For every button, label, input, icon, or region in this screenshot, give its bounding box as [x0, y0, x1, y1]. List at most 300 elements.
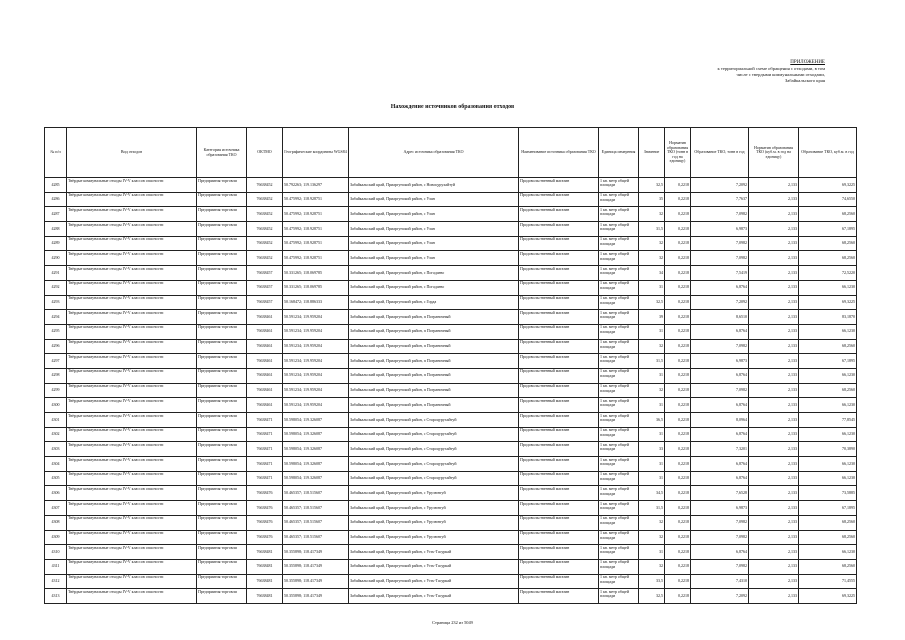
cell-waste-type: Твёрдые коммунальные отходы IV-V классов опасности: [67, 530, 197, 545]
cell-source-name: Продовольственный магазин: [519, 192, 599, 207]
cell-volume-m3: 66,1230: [799, 280, 857, 295]
cell-address: Забайкальский край, Приаргунский район, с Староцурухайтуй: [349, 413, 519, 428]
table-row: [45, 486, 857, 501]
cell-num: 4295: [45, 324, 67, 339]
header-address: Адрес источника образования ТКО: [349, 128, 519, 178]
cell-volume-t: 7,0982: [691, 383, 749, 398]
table-row: [45, 457, 857, 472]
cell-category: Предприятия торговли: [197, 222, 247, 237]
cell-source-name: Продовольственный магазин: [519, 280, 599, 295]
cell-value: 31: [639, 457, 665, 472]
cell-oktmo: 76638481: [247, 589, 283, 604]
cell-source-name: Продовольственный магазин: [519, 457, 599, 472]
cell-source-name: Продовольственный магазин: [519, 383, 599, 398]
cell-volume-m3: 66,1230: [799, 324, 857, 339]
table-row: [45, 471, 857, 486]
header-norm: Норматив образования ТКО (тонн в год на единицу): [665, 128, 691, 178]
cell-waste-type: Твёрдые коммунальные отходы IV-V классов опасности: [67, 236, 197, 251]
table-row: [45, 236, 857, 251]
table-row: [45, 222, 857, 237]
cell-value: 32: [639, 236, 665, 251]
cell-volume-m3: 68,2560: [799, 339, 857, 354]
cell-unit: 1 кв. метр общей площади: [599, 368, 639, 383]
table-row: [45, 398, 857, 413]
cell-category: Предприятия торговли: [197, 192, 247, 207]
cell-volume-m3: 67,1895: [799, 222, 857, 237]
cell-oktmo: 76638457: [247, 266, 283, 281]
cell-volume-t: 7,2092: [691, 178, 749, 193]
cell-oktmo: 76638461: [247, 368, 283, 383]
cell-oktmo: 76638461: [247, 339, 283, 354]
cell-norm: 0,2218: [665, 192, 691, 207]
table-row: [45, 515, 857, 530]
cell-oktmo: 76638476: [247, 501, 283, 516]
cell-waste-type: Твёрдые коммунальные отходы IV-V классов опасности: [67, 339, 197, 354]
cell-coords: 50.591234; 119.959204: [283, 398, 349, 413]
cell-address: Забайкальский край, Приаргунский район, с Улан: [349, 251, 519, 266]
cell-waste-type: Твёрдые коммунальные отходы IV-V классов опасности: [67, 222, 197, 237]
cell-num: 4297: [45, 354, 67, 369]
cell-norm-m3: 2,133: [749, 589, 799, 604]
cell-source-name: Продовольственный магазин: [519, 266, 599, 281]
cell-norm-m3: 2,133: [749, 310, 799, 325]
table-row: [45, 501, 857, 516]
cell-coords: 50.598054; 119.326087: [283, 427, 349, 442]
cell-norm: 0,2218: [665, 383, 691, 398]
cell-waste-type: Твёрдые коммунальные отходы IV-V классов опасности: [67, 192, 197, 207]
cell-coords: 50.598054; 119.326087: [283, 471, 349, 486]
cell-oktmo: 76638476: [247, 515, 283, 530]
table-row: [45, 339, 857, 354]
cell-oktmo: 76638471: [247, 442, 283, 457]
cell-value: 35: [639, 192, 665, 207]
cell-coords: 50.598054; 119.326087: [283, 442, 349, 457]
cell-norm-m3: 2,133: [749, 222, 799, 237]
cell-num: 4292: [45, 280, 67, 295]
cell-value: 32: [639, 207, 665, 222]
cell-category: Предприятия торговли: [197, 295, 247, 310]
cell-norm: 0,2218: [665, 442, 691, 457]
cell-oktmo: 76638476: [247, 486, 283, 501]
cell-num: 4298: [45, 368, 67, 383]
cell-address: Забайкальский край, Приаргунский район, п Пограничный: [349, 354, 519, 369]
cell-value: 31: [639, 280, 665, 295]
cell-volume-m3: 73,5885: [799, 486, 857, 501]
table-row: [45, 310, 857, 325]
cell-source-name: Продовольственный магазин: [519, 339, 599, 354]
cell-coords: 50.465357; 118.515607: [283, 486, 349, 501]
cell-num: 4291: [45, 266, 67, 281]
cell-volume-t: 6,8764: [691, 324, 749, 339]
cell-volume-m3: 68,2560: [799, 207, 857, 222]
cell-source-name: Продовольственный магазин: [519, 368, 599, 383]
cell-num: 4285: [45, 178, 67, 193]
cell-address: Забайкальский край, Приаргунский район, с Усть-Тасуркай: [349, 574, 519, 589]
cell-norm-m3: 2,133: [749, 207, 799, 222]
cell-num: 4312: [45, 574, 67, 589]
cell-category: Предприятия торговли: [197, 559, 247, 574]
cell-waste-type: Твёрдые коммунальные отходы IV-V классов опасности: [67, 589, 197, 604]
cell-unit: 1 кв. метр общей площади: [599, 545, 639, 560]
cell-waste-type: Твёрдые коммунальные отходы IV-V классов опасности: [67, 427, 197, 442]
cell-address: Забайкальский край, Приаргунский район, с Урулюнгуй: [349, 486, 519, 501]
cell-volume-m3: 77,8545: [799, 413, 857, 428]
cell-category: Предприятия торговли: [197, 280, 247, 295]
cell-waste-type: Твёрдые коммунальные отходы IV-V классов опасности: [67, 280, 197, 295]
cell-unit: 1 кв. метр общей площади: [599, 339, 639, 354]
cell-volume-t: 6,9873: [691, 501, 749, 516]
cell-volume-t: 6,8764: [691, 368, 749, 383]
cell-norm-m3: 2,133: [749, 457, 799, 472]
cell-address: Забайкальский край, Приаргунский район, с Новоцурухайтуй: [349, 178, 519, 193]
cell-oktmo: 76638452: [247, 192, 283, 207]
cell-value: 32: [639, 530, 665, 545]
cell-waste-type: Твёрдые коммунальные отходы IV-V классов опасности: [67, 574, 197, 589]
cell-unit: 1 кв. метр общей площади: [599, 310, 639, 325]
cell-unit: 1 кв. метр общей площади: [599, 192, 639, 207]
table-row: [45, 383, 857, 398]
cell-norm: 0,2218: [665, 457, 691, 472]
cell-norm-m3: 2,133: [749, 266, 799, 281]
cell-source-name: Продовольственный магазин: [519, 427, 599, 442]
cell-norm-m3: 2,133: [749, 368, 799, 383]
cell-address: Забайкальский край, Приаргунский район, с Улан: [349, 207, 519, 222]
cell-category: Предприятия торговли: [197, 515, 247, 530]
cell-norm: 0,2218: [665, 486, 691, 501]
cell-value: 33,5: [639, 574, 665, 589]
cell-source-name: Продовольственный магазин: [519, 295, 599, 310]
cell-norm-m3: 2,133: [749, 251, 799, 266]
cell-unit: 1 кв. метр общей площади: [599, 457, 639, 472]
cell-volume-t: 6,8764: [691, 427, 749, 442]
cell-oktmo: 76638452: [247, 236, 283, 251]
cell-category: Предприятия торговли: [197, 413, 247, 428]
cell-waste-type: Твёрдые коммунальные отходы IV-V классов опасности: [67, 442, 197, 457]
cell-category: Предприятия торговли: [197, 457, 247, 472]
cell-unit: 1 кв. метр общей площади: [599, 236, 639, 251]
cell-source-name: Продовольственный магазин: [519, 222, 599, 237]
cell-value: 36,5: [639, 413, 665, 428]
cell-unit: 1 кв. метр общей площади: [599, 266, 639, 281]
cell-category: Предприятия торговли: [197, 486, 247, 501]
cell-norm: 0,2218: [665, 266, 691, 281]
cell-address: Забайкальский край, Приаргунский район, с Староцурухайтуй: [349, 457, 519, 472]
cell-volume-t: 6,8764: [691, 398, 749, 413]
cell-address: Забайкальский край, Приаргунский район, с Староцурухайтуй: [349, 427, 519, 442]
cell-waste-type: Твёрдые коммунальные отходы IV-V классов опасности: [67, 398, 197, 413]
cell-waste-type: Твёрдые коммунальные отходы IV-V классов опасности: [67, 295, 197, 310]
cell-source-name: Продовольственный магазин: [519, 354, 599, 369]
cell-norm-m3: 2,133: [749, 559, 799, 574]
header-oktmo: ОКТМО: [247, 128, 283, 178]
cell-volume-t: 7,4310: [691, 574, 749, 589]
cell-num: 4296: [45, 339, 67, 354]
table-row: [45, 574, 857, 589]
cell-volume-t: 7,0982: [691, 207, 749, 222]
cell-volume-t: 7,3201: [691, 442, 749, 457]
cell-unit: 1 кв. метр общей площади: [599, 501, 639, 516]
cell-category: Предприятия торговли: [197, 501, 247, 516]
cell-category: Предприятия торговли: [197, 354, 247, 369]
cell-norm-m3: 2,133: [749, 178, 799, 193]
cell-volume-m3: 74,6550: [799, 192, 857, 207]
cell-oktmo: 76638461: [247, 324, 283, 339]
cell-category: Предприятия торговли: [197, 368, 247, 383]
cell-norm-m3: 2,133: [749, 413, 799, 428]
cell-volume-m3: 66,1230: [799, 471, 857, 486]
cell-address: Забайкальский край, Приаргунский район, п Пограничный: [349, 324, 519, 339]
table-row: [45, 354, 857, 369]
cell-num: 4286: [45, 192, 67, 207]
cell-value: 31: [639, 398, 665, 413]
cell-waste-type: Твёрдые коммунальные отходы IV-V классов опасности: [67, 368, 197, 383]
cell-volume-m3: 68,2560: [799, 530, 857, 545]
cell-volume-m3: 69,3225: [799, 295, 857, 310]
cell-volume-m3: 69,3225: [799, 589, 857, 604]
cell-unit: 1 кв. метр общей площади: [599, 222, 639, 237]
cell-category: Предприятия торговли: [197, 178, 247, 193]
cell-norm: 0,2218: [665, 280, 691, 295]
cell-norm: 0,2218: [665, 339, 691, 354]
cell-value: 32: [639, 559, 665, 574]
cell-oktmo: 76638452: [247, 207, 283, 222]
table-row: [45, 530, 857, 545]
cell-volume-t: 8,0964: [691, 413, 749, 428]
table-row: [45, 295, 857, 310]
table-row: [45, 251, 857, 266]
cell-norm: 0,2218: [665, 354, 691, 369]
cell-value: 31,5: [639, 354, 665, 369]
cell-volume-m3: 68,2560: [799, 236, 857, 251]
table-row: [45, 207, 857, 222]
cell-waste-type: Твёрдые коммунальные отходы IV-V классов опасности: [67, 457, 197, 472]
table-row: [45, 324, 857, 339]
cell-norm-m3: 2,133: [749, 383, 799, 398]
cell-num: 4310: [45, 545, 67, 560]
cell-category: Предприятия торговли: [197, 545, 247, 560]
cell-category: Предприятия торговли: [197, 266, 247, 281]
cell-oktmo: 76638481: [247, 574, 283, 589]
cell-category: Предприятия торговли: [197, 324, 247, 339]
cell-value: 39: [639, 310, 665, 325]
cell-coords: 50.465357; 118.515607: [283, 515, 349, 530]
table-row: [45, 192, 857, 207]
cell-value: 33: [639, 442, 665, 457]
cell-num: 4288: [45, 222, 67, 237]
header-coords: Географические координаты WGS84: [283, 128, 349, 178]
cell-oktmo: 76638461: [247, 310, 283, 325]
cell-source-name: Продовольственный магазин: [519, 559, 599, 574]
cell-category: Предприятия торговли: [197, 251, 247, 266]
cell-norm-m3: 2,133: [749, 574, 799, 589]
cell-value: 32: [639, 339, 665, 354]
header-unit: Единица измерения: [599, 128, 639, 178]
cell-norm-m3: 2,133: [749, 427, 799, 442]
cell-unit: 1 кв. метр общей площади: [599, 559, 639, 574]
cell-value: 34,5: [639, 486, 665, 501]
cell-num: 4313: [45, 589, 67, 604]
cell-volume-t: 6,9873: [691, 354, 749, 369]
header-volume-t: Образование ТКО, тонн в год: [691, 128, 749, 178]
cell-volume-m3: 70,3890: [799, 442, 857, 457]
cell-waste-type: Твёрдые коммунальные отходы IV-V классов опасности: [67, 324, 197, 339]
cell-waste-type: Твёрдые коммунальные отходы IV-V классов опасности: [67, 471, 197, 486]
cell-category: Предприятия торговли: [197, 471, 247, 486]
cell-value: 31,5: [639, 501, 665, 516]
cell-norm-m3: 2,133: [749, 501, 799, 516]
cell-oktmo: 76638471: [247, 457, 283, 472]
cell-num: 4305: [45, 471, 67, 486]
cell-category: Предприятия торговли: [197, 398, 247, 413]
cell-norm: 0,2218: [665, 310, 691, 325]
cell-volume-m3: 72,5220: [799, 266, 857, 281]
cell-norm: 0,2218: [665, 545, 691, 560]
cell-num: 4309: [45, 530, 67, 545]
cell-source-name: Продовольственный магазин: [519, 471, 599, 486]
cell-norm: 0,2218: [665, 413, 691, 428]
table-row: [45, 266, 857, 281]
cell-norm: 0,2218: [665, 324, 691, 339]
cell-waste-type: Твёрдые коммунальные отходы IV-V классов опасности: [67, 310, 197, 325]
cell-num: 4289: [45, 236, 67, 251]
cell-oktmo: 76638471: [247, 427, 283, 442]
cell-coords: 50.591234; 119.959204: [283, 383, 349, 398]
cell-unit: 1 кв. метр общей площади: [599, 413, 639, 428]
cell-volume-m3: 68,2560: [799, 515, 857, 530]
cell-category: Предприятия торговли: [197, 339, 247, 354]
cell-volume-t: 7,7637: [691, 192, 749, 207]
cell-waste-type: Твёрдые коммунальные отходы IV-V классов опасности: [67, 266, 197, 281]
cell-source-name: Продовольственный магазин: [519, 398, 599, 413]
cell-value: 32,5: [639, 178, 665, 193]
cell-norm-m3: 2,133: [749, 398, 799, 413]
cell-unit: 1 кв. метр общей площади: [599, 295, 639, 310]
cell-address: Забайкальский край, Приаргунский район, с Усть-Тасуркай: [349, 559, 519, 574]
cell-num: 4290: [45, 251, 67, 266]
table-row: [45, 589, 857, 604]
cell-coords: 50.465357; 118.515607: [283, 530, 349, 545]
cell-address: Забайкальский край, Приаргунский район, п Пограничный: [349, 383, 519, 398]
cell-coords: 50.591234; 119.959204: [283, 324, 349, 339]
cell-waste-type: Твёрдые коммунальные отходы IV-V классов опасности: [67, 207, 197, 222]
cell-oktmo: 76638481: [247, 545, 283, 560]
cell-address: Забайкальский край, Приаргунский район, п Пограничный: [349, 368, 519, 383]
cell-coords: 50.355898; 118.417349: [283, 559, 349, 574]
cell-oktmo: 76638457: [247, 280, 283, 295]
cell-oktmo: 76638461: [247, 354, 283, 369]
cell-address: Забайкальский край, Приаргунский район, с Усть-Тасуркай: [349, 589, 519, 604]
cell-unit: 1 кв. метр общей площади: [599, 398, 639, 413]
cell-unit: 1 кв. метр общей площади: [599, 251, 639, 266]
cell-waste-type: Твёрдые коммунальные отходы IV-V классов опасности: [67, 383, 197, 398]
cell-address: Забайкальский край, Приаргунский район, с Усть-Тасуркай: [349, 545, 519, 560]
cell-source-name: Продовольственный магазин: [519, 442, 599, 457]
cell-address: Забайкальский край, Приаргунский район, п Пограничный: [349, 310, 519, 325]
cell-category: Предприятия торговли: [197, 574, 247, 589]
table-row: [45, 442, 857, 457]
cell-value: 32,5: [639, 589, 665, 604]
cell-volume-m3: 66,1230: [799, 545, 857, 560]
cell-unit: 1 кв. метр общей площади: [599, 589, 639, 604]
cell-waste-type: Твёрдые коммунальные отходы IV-V классов опасности: [67, 501, 197, 516]
cell-oktmo: 76638452: [247, 178, 283, 193]
cell-norm: 0,2218: [665, 589, 691, 604]
cell-volume-t: 6,8764: [691, 457, 749, 472]
cell-oktmo: 76638461: [247, 383, 283, 398]
cell-source-name: Продовольственный магазин: [519, 589, 599, 604]
cell-norm: 0,2218: [665, 501, 691, 516]
cell-norm: 0,2218: [665, 368, 691, 383]
cell-norm-m3: 2,133: [749, 192, 799, 207]
cell-volume-m3: 67,1895: [799, 501, 857, 516]
header-value: Значение: [639, 128, 665, 178]
cell-num: 4308: [45, 515, 67, 530]
cell-norm-m3: 2,133: [749, 442, 799, 457]
cell-oktmo: 76638457: [247, 295, 283, 310]
cell-oktmo: 76638452: [247, 251, 283, 266]
cell-num: 4307: [45, 501, 67, 516]
cell-norm-m3: 2,133: [749, 471, 799, 486]
cell-oktmo: 76638461: [247, 398, 283, 413]
cell-volume-m3: 67,1895: [799, 354, 857, 369]
cell-address: Забайкальский край, Приаргунский район, с Урулюнгуй: [349, 515, 519, 530]
cell-oktmo: 76638481: [247, 559, 283, 574]
cell-coords: 50.331265; 118.069785: [283, 280, 349, 295]
cell-coords: 50.355898; 118.417349: [283, 589, 349, 604]
cell-value: 32,5: [639, 295, 665, 310]
cell-address: Забайкальский край, Приаргунский район, с Урулюнгуй: [349, 530, 519, 545]
cell-source-name: Продовольственный магазин: [519, 545, 599, 560]
cell-coords: 50.792263; 119.136297: [283, 178, 349, 193]
cell-category: Предприятия торговли: [197, 383, 247, 398]
cell-unit: 1 кв. метр общей площади: [599, 442, 639, 457]
cell-norm: 0,2218: [665, 471, 691, 486]
cell-coords: 50.591234; 119.959204: [283, 354, 349, 369]
header-source-name: Наименование источника образования ТКО: [519, 128, 599, 178]
cell-num: 4301: [45, 413, 67, 428]
cell-source-name: Продовольственный магазин: [519, 515, 599, 530]
cell-num: 4293: [45, 295, 67, 310]
cell-norm-m3: 2,133: [749, 545, 799, 560]
cell-num: 4306: [45, 486, 67, 501]
cell-waste-type: Твёрдые коммунальные отходы IV-V классов опасности: [67, 178, 197, 193]
table-row: [45, 559, 857, 574]
page-footer: Страница 232 из 5049: [432, 620, 473, 625]
cell-coords: 50.331265; 118.069785: [283, 266, 349, 281]
cell-coords: 50.355898; 118.417349: [283, 574, 349, 589]
cell-coords: 50.598054; 119.326087: [283, 457, 349, 472]
cell-value: 32: [639, 383, 665, 398]
cell-volume-t: 6,8764: [691, 471, 749, 486]
cell-unit: 1 кв. метр общей площади: [599, 471, 639, 486]
cell-volume-t: 6,9873: [691, 222, 749, 237]
header-norm-m3: Норматив образования ТКО (куб.м. в год на единицу): [749, 128, 799, 178]
table-header-row: [45, 128, 857, 178]
cell-waste-type: Твёрдые коммунальные отходы IV-V классов опасности: [67, 486, 197, 501]
cell-volume-m3: 68,2560: [799, 251, 857, 266]
cell-coords: 50.598054; 119.326087: [283, 413, 349, 428]
cell-category: Предприятия торговли: [197, 589, 247, 604]
cell-volume-t: 7,0982: [691, 236, 749, 251]
cell-norm: 0,2218: [665, 178, 691, 193]
cell-address: Забайкальский край, Приаргунский район, с Староцурухайтуй: [349, 471, 519, 486]
cell-source-name: Продовольственный магазин: [519, 310, 599, 325]
cell-norm: 0,2218: [665, 222, 691, 237]
cell-norm-m3: 2,133: [749, 515, 799, 530]
cell-coords: 50.465357; 118.515607: [283, 501, 349, 516]
cell-category: Предприятия торговли: [197, 442, 247, 457]
cell-waste-type: Твёрдые коммунальные отходы IV-V классов опасности: [67, 251, 197, 266]
